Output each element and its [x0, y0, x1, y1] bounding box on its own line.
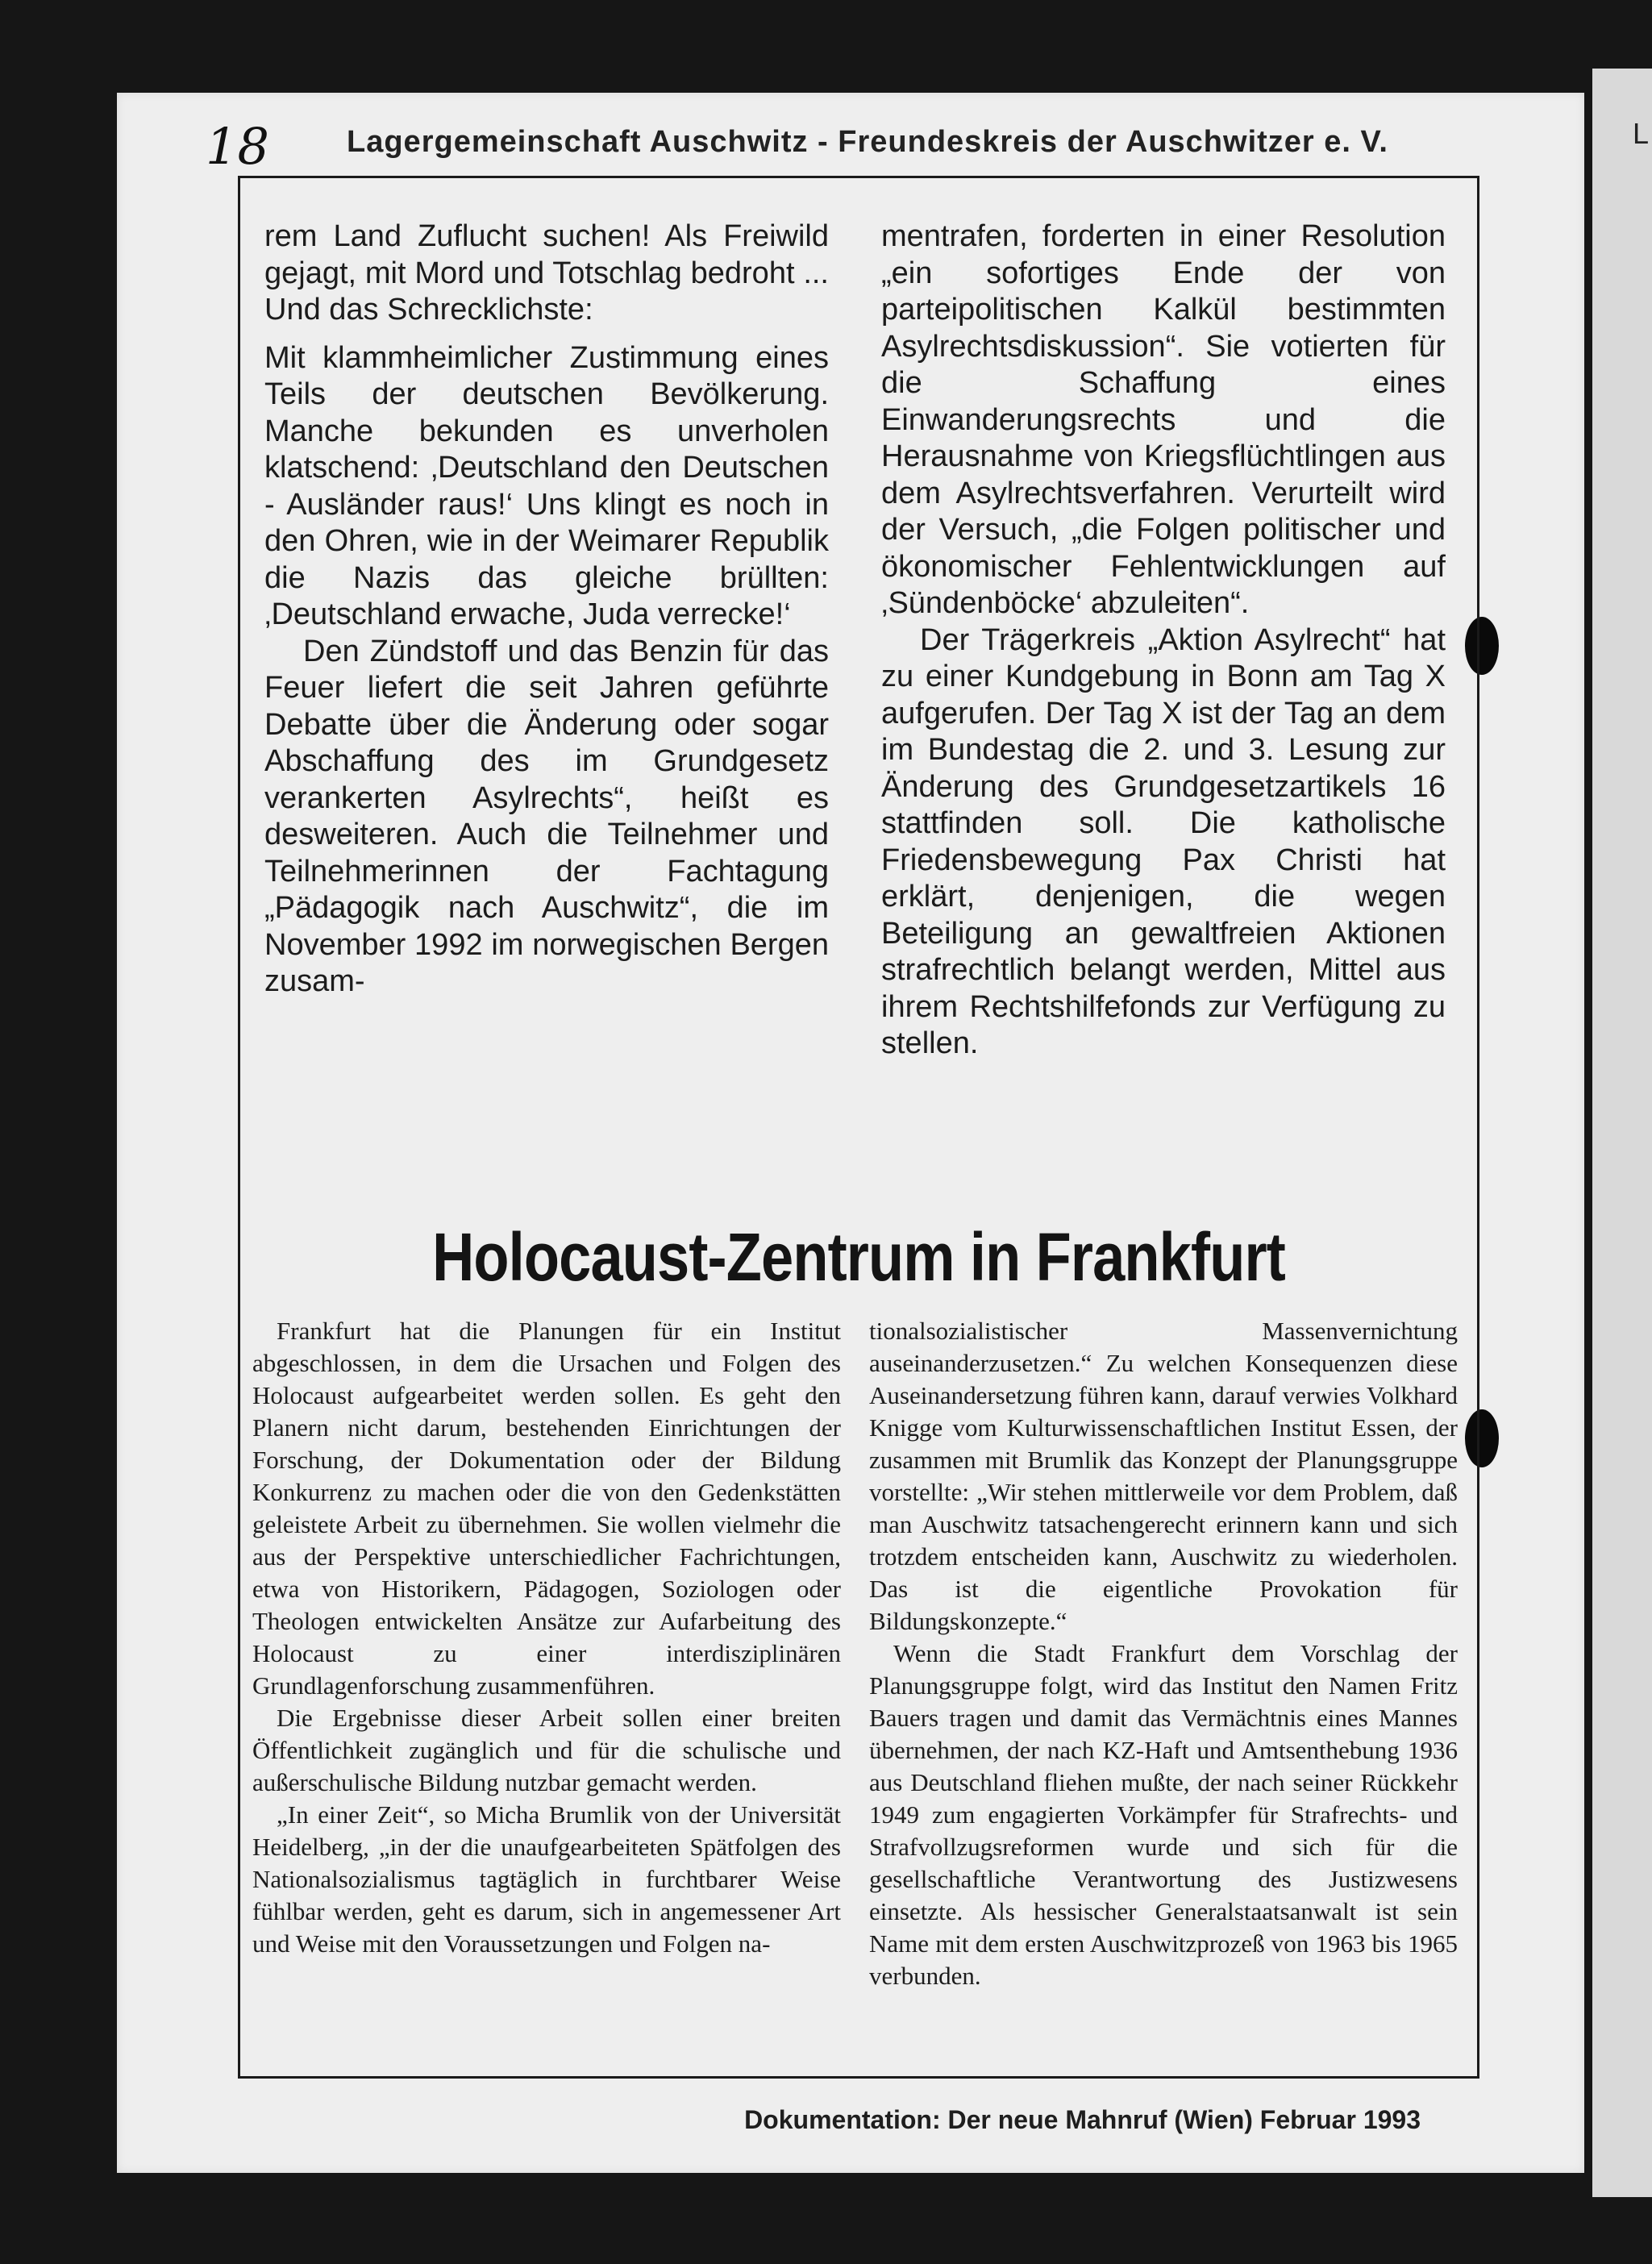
upper-left-paragraph: Mit klammheimlicher Zustimmung eines Teils der deutschen Bevölkerung. Manche bekunden es unverholen klatschend: ‚Deutschland den Deutschen - Ausländer raus!‘ Uns klingt es noch in den Ohren, wie in der Weimarer Republik die Nazis das gleiche brüllten: ‚Deutschland erwache, Juda verrecke!‘	[264, 340, 829, 631]
running-head: Lagergemeinschaft Auschwitz - Freundeskreis der Auschwitzer e. V.	[347, 125, 1388, 159]
upper-left-paragraph: rem Land Zuflucht suchen! Als Freiwild gejagt, mit Mord und Totschlag bedroht ... Und das Schrecklichste:	[264, 219, 829, 327]
upper-left-paragraph: Den Zündstoff und das Benzin für das Feuer liefert die seit Jahren geführte Debatte über die Änderung oder sogar Abschaffung des im Grundgesetz verankerten Asylrechts“, heißt es desweiteren. Auch die Teilnehmer und Teilnehmerinnen der Fachtagung „Pädagogik nach Auschwitz“, die im November 1992 im norwegischen Bergen zusam-	[264, 634, 829, 998]
upper-right-paragraph: Der Trägerkreis „Aktion Asylrecht“ hat zu einer Kundgebung in Bonn am Tag X aufgerufen. Der Tag X ist der Tag an dem im Bundestag die 2. und 3. Lesung zur Änderung des Grundgesetzartikels 16 stattfinden soll. Die katholische Friedensbewegung Pax Christi hat erklärt, denjenigen, die wegen Beteiligung an gewaltfreien Aktionen strafrechtlich belangt werden, Mittel aus ihrem Rechtshilfefonds zur Verfügung zu stellen.	[881, 622, 1446, 1060]
article-frame	[238, 176, 1479, 2134]
lower-right-column	[869, 1315, 1458, 1992]
lower-left-paragraph: Frankfurt hat die Planungen für ein Institut abgeschlossen, in dem die Ursachen und Folgen des Holocaust aufgearbeitet werden sollen. Es geht den Planern nicht darum, bestehenden Einrichtungen der Forschung, der Dokumentation oder der Bildung Konkurrenz zu machen oder die von den Gedenkstätten geleistete Arbeit zu übernehmen. Sie wollen vielmehr die aus der Perspektive unterschiedlicher Fachrichtungen, etwa von Historikern, Pädagogen, Soziologen oder Theologen entwickelten Ansätze zur Aufarbeitung des Holocaust zu einer interdisziplinären Grundlagenforschung zusammenführen.	[252, 1317, 841, 1700]
upper-left-column	[264, 218, 829, 1001]
article-headline: Holocaust-Zentrum in Frankfurt	[432, 1219, 1285, 1295]
upper-right-column	[881, 218, 1446, 1063]
lower-left-column	[252, 1315, 841, 1960]
lower-right-paragraph: Wenn die Stadt Frankfurt dem Vorschlag der Planungsgruppe folgt, wird das Institut den Namen Fritz Bauers tragen und damit das Vermächtnis eines Mannes übernehmen, der nach KZ-Haft und Amtsenthebung 1936 aus Deutschland fliehen mußte, der nach seiner Rückkehr 1949 zum engagierten Vorkämpfer für Strafrechts- und Strafvollzugsreformen wurde und sich für die gesellschaftliche Verantwortung des Justizwesens einsetzte. Als hessischer Generalstaatsanwalt ist sein Name mit dem ersten Auschwitzprozeß von 1963 bis 1965 verbunden.	[869, 1639, 1458, 1990]
next-page-edge	[1592, 69, 1652, 2197]
document-page	[117, 93, 1584, 2173]
lower-left-paragraph: „In einer Zeit“, so Micha Brumlik von der Universität Heidelberg, „in der die unaufgearbeiteten Spätfolgen des Nationalsozialismus tagtäglich in furchtbarer Weise fühlbar werden, geht es darum, sich in angemessener Art und Weise mit den Voraussetzungen und Folgen na-	[252, 1800, 841, 1958]
upper-right-paragraph: mentrafen, forderten in einer Resolution „ein sofortiges Ende der von parteipolitischen Kalkül bestimmten Asylrechtsdiskussion“. Sie votierten für die Schaffung eines Einwanderungsrechts und die Herausnahme von Kriegsflüchtlingen aus dem Asylrechtsverfahren. Verurteilt wird der Versuch, „die Folgen politischer und ökonomischer Fehlentwicklungen auf ‚Sündenböcke‘ abzuleiten“.	[881, 219, 1446, 620]
page-number: 18	[206, 117, 269, 176]
lower-left-paragraph: Die Ergebnisse dieser Arbeit sollen einer breiten Öffentlichkeit zugänglich und für die schulische und außerschulische Bildung nutzbar gemacht werden.	[252, 1704, 841, 1796]
lower-right-paragraph: tionalsozialistischer Massenvernichtung auseinanderzusetzen.“ Zu welchen Konsequenzen diese Auseinandersetzung führen kann, darauf verwies Volkhard Knigge vom Kulturwissenschaftlichen Institut Essen, der zusammen mit Brumlik das Konzept der Planungsgruppe vorstellte: „Wir stehen mittlerweile vor dem Problem, daß man Auschwitz tatsachengerecht erinnern kann und sich trotzdem entscheiden kann, Auschwitz zu wiederholen. Das ist die eigentliche Provokation für Bildungskonzepte.“	[869, 1317, 1458, 1635]
source-citation: Dokumentation: Der neue Mahnruf (Wien) Februar 1993	[744, 2105, 1421, 2134]
next-page-edge-letter: L	[1633, 117, 1650, 150]
